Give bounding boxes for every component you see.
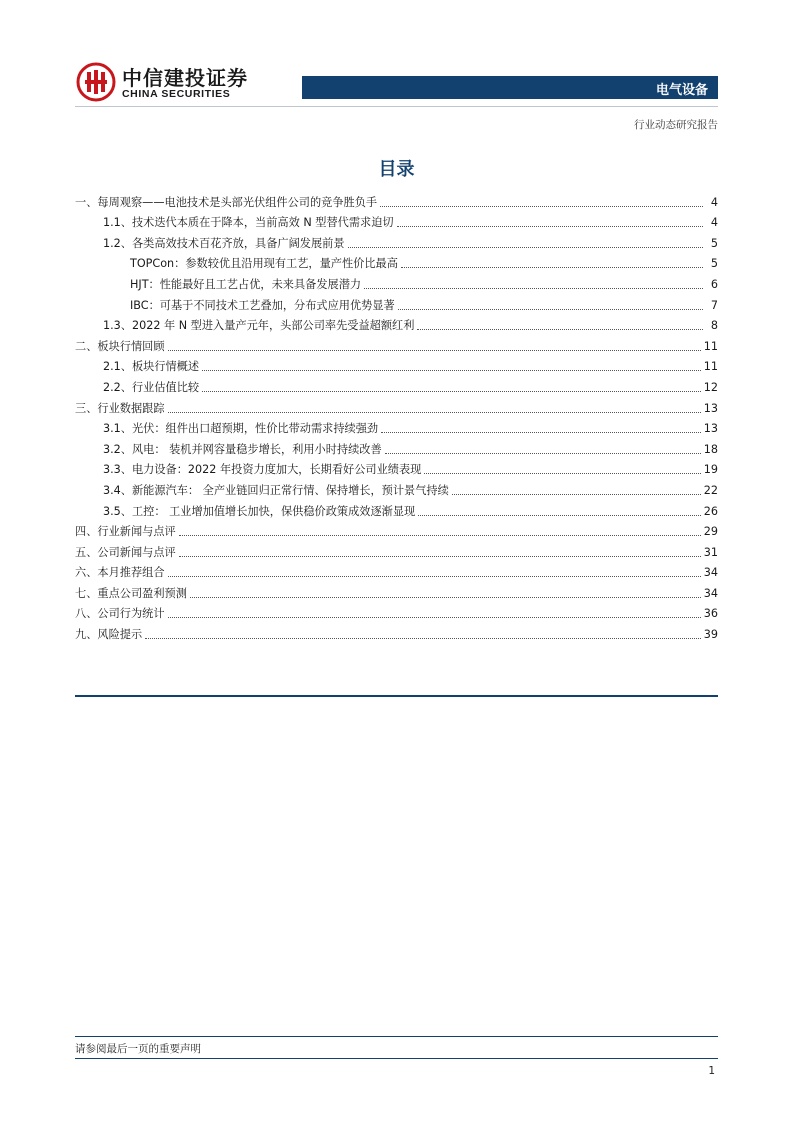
report-type: 行业动态研究报告 <box>634 119 718 131</box>
toc-leader-dots <box>179 534 701 536</box>
table-of-contents <box>75 189 718 642</box>
toc-entry-label[interactable]: 六、本月推荐组合 <box>75 566 165 580</box>
toc-entry[interactable] <box>75 601 718 622</box>
toc-entry[interactable] <box>75 395 718 416</box>
toc-entry[interactable] <box>75 621 718 642</box>
toc-entry-label[interactable]: 五、公司新闻与点评 <box>75 545 176 559</box>
toc-entry[interactable] <box>75 539 718 560</box>
toc-entry[interactable] <box>75 230 718 251</box>
toc-entry-page[interactable]: 22 <box>703 483 718 497</box>
header-bar <box>302 76 718 99</box>
toc-entry-label[interactable]: 3.2、风电： 装机并网容量稳步增长，利用小时持续改善 <box>103 442 382 456</box>
toc-leader-dots <box>417 328 703 330</box>
toc-leader-dots <box>385 452 701 454</box>
toc-leader-dots <box>179 555 701 557</box>
toc-title: 目录 <box>378 159 415 180</box>
toc-leader-dots <box>381 431 701 433</box>
toc-entry-page[interactable]: 12 <box>703 380 718 394</box>
toc-leader-dots <box>202 390 701 392</box>
toc-entry[interactable] <box>75 251 718 272</box>
toc-leader-dots <box>348 246 703 248</box>
toc-entry-page[interactable]: 31 <box>703 545 718 559</box>
toc-entry-label[interactable]: 1.1、技术迭代本质在于降本，当前高效 N 型替代需求迫切 <box>103 216 394 230</box>
toc-entry-page[interactable]: 11 <box>703 339 718 353</box>
toc-entry-page[interactable]: 29 <box>703 525 718 539</box>
toc-entry-label[interactable]: 四、行业新闻与点评 <box>75 525 176 539</box>
footer-divider-bottom <box>75 1058 718 1059</box>
toc-entry[interactable] <box>75 271 718 292</box>
toc-entry[interactable] <box>75 354 718 375</box>
toc-leader-dots <box>364 287 703 289</box>
company-logo <box>76 62 251 104</box>
toc-entry[interactable] <box>75 292 718 313</box>
toc-entry-label[interactable]: 八、公司行为统计 <box>75 607 165 621</box>
toc-entry[interactable] <box>75 436 718 457</box>
toc-leader-dots <box>168 575 701 577</box>
toc-leader-dots <box>190 596 701 598</box>
toc-leader-dots <box>397 225 703 227</box>
toc-leader-dots <box>452 493 701 495</box>
toc-entry[interactable] <box>75 313 718 334</box>
toc-leader-dots <box>168 411 701 413</box>
toc-entry[interactable] <box>75 416 718 437</box>
header-divider <box>75 106 718 107</box>
toc-leader-dots <box>145 637 701 639</box>
toc-entry-page[interactable]: 11 <box>703 360 718 374</box>
toc-entry-label[interactable]: 3.1、光伏：组件出口超预期，性价比带动需求持续强劲 <box>103 422 379 436</box>
toc-entry-label[interactable]: 1.3、2022 年 N 型进入量产元年，头部公司率先受益超额红利 <box>103 319 415 333</box>
toc-entry[interactable] <box>75 560 718 581</box>
toc-entry-page[interactable]: 5 <box>710 257 718 271</box>
toc-entry-page[interactable]: 4 <box>710 195 718 209</box>
footer-disclaimer: 请参阅最后一页的重要声明 <box>75 1043 201 1055</box>
toc-entry[interactable] <box>75 189 718 210</box>
toc-entry-label[interactable]: 一、每周观察——电池技术是头部光伏组件公司的竞争胜负手 <box>75 195 378 209</box>
toc-leader-dots <box>424 472 700 474</box>
toc-entry-label[interactable]: 七、重点公司盈利预测 <box>75 586 187 600</box>
toc-entry-page[interactable]: 6 <box>710 277 718 291</box>
toc-entry-page[interactable]: 18 <box>703 442 718 456</box>
toc-leader-dots <box>380 205 703 207</box>
toc-entry-label[interactable]: 3.5、工控： 工业增加值增长加快，保供稳价政策成效逐渐显现 <box>103 504 416 518</box>
toc-entry[interactable] <box>75 519 718 540</box>
toc-entry-page[interactable]: 7 <box>710 298 718 312</box>
toc-entry-page[interactable]: 8 <box>710 319 718 333</box>
toc-entry-label[interactable]: 二、板块行情回顾 <box>75 339 165 353</box>
toc-entry[interactable] <box>75 580 718 601</box>
toc-entry-page[interactable]: 36 <box>703 607 718 621</box>
toc-entry-label[interactable]: 2.1、板块行情概述 <box>103 360 200 374</box>
toc-entry-label[interactable]: 3.4、新能源汽车： 全产业链回归正常行情、保持增长，预计景气持续 <box>103 483 449 497</box>
toc-entry-page[interactable]: 39 <box>703 628 718 642</box>
toc-leader-dots <box>202 369 701 371</box>
china-securities-logo-icon <box>76 62 116 102</box>
toc-leader-dots <box>398 308 703 310</box>
toc-leader-dots <box>401 266 703 268</box>
toc-bottom-divider <box>75 695 718 697</box>
toc-entry-page[interactable]: 19 <box>703 463 718 477</box>
toc-entry-label[interactable]: 三、行业数据跟踪 <box>75 401 165 415</box>
toc-entry[interactable] <box>75 333 718 354</box>
company-name-cn: 中信建投证券 <box>122 66 248 90</box>
toc-entry-page[interactable]: 5 <box>710 236 718 250</box>
toc-entry-page[interactable]: 34 <box>703 586 718 600</box>
toc-entry-page[interactable]: 26 <box>703 504 718 518</box>
toc-entry-label[interactable]: 九、风险提示 <box>75 628 143 642</box>
toc-leader-dots <box>168 349 701 351</box>
footer-divider-top <box>75 1036 718 1037</box>
toc-entry-page[interactable]: 13 <box>703 401 718 415</box>
toc-entry-label[interactable]: TOPCon：参数较优且沿用现有工艺，量产性价比最高 <box>130 257 398 271</box>
toc-entry-page[interactable]: 4 <box>710 216 718 230</box>
toc-entry[interactable] <box>75 374 718 395</box>
toc-entry[interactable] <box>75 477 718 498</box>
company-name-en: CHINA SECURITIES <box>122 88 231 100</box>
toc-entry[interactable] <box>75 457 718 478</box>
toc-entry-label[interactable]: 2.2、行业估值比较 <box>103 380 200 394</box>
toc-entry-label[interactable]: 3.3、电力设备：2022 年投资力度加大，长期看好公司业绩表现 <box>103 463 422 477</box>
toc-entry-label[interactable]: HJT：性能最好且工艺占优，未来具备发展潜力 <box>130 277 362 291</box>
toc-entry[interactable] <box>75 210 718 231</box>
toc-entry[interactable] <box>75 498 718 519</box>
toc-leader-dots <box>168 616 701 618</box>
industry-title: 电气设备 <box>655 83 708 98</box>
toc-entry-page[interactable]: 34 <box>703 566 718 580</box>
toc-leader-dots <box>418 514 701 516</box>
toc-entry-label[interactable]: IBC：可基于不同技术工艺叠加，分布式应用优势显著 <box>130 298 395 312</box>
toc-entry-label[interactable]: 1.2、各类高效技术百花齐放，具备广阔发展前景 <box>103 236 345 250</box>
page-number: 1 <box>708 1065 715 1077</box>
toc-entry-page[interactable]: 13 <box>703 422 718 436</box>
